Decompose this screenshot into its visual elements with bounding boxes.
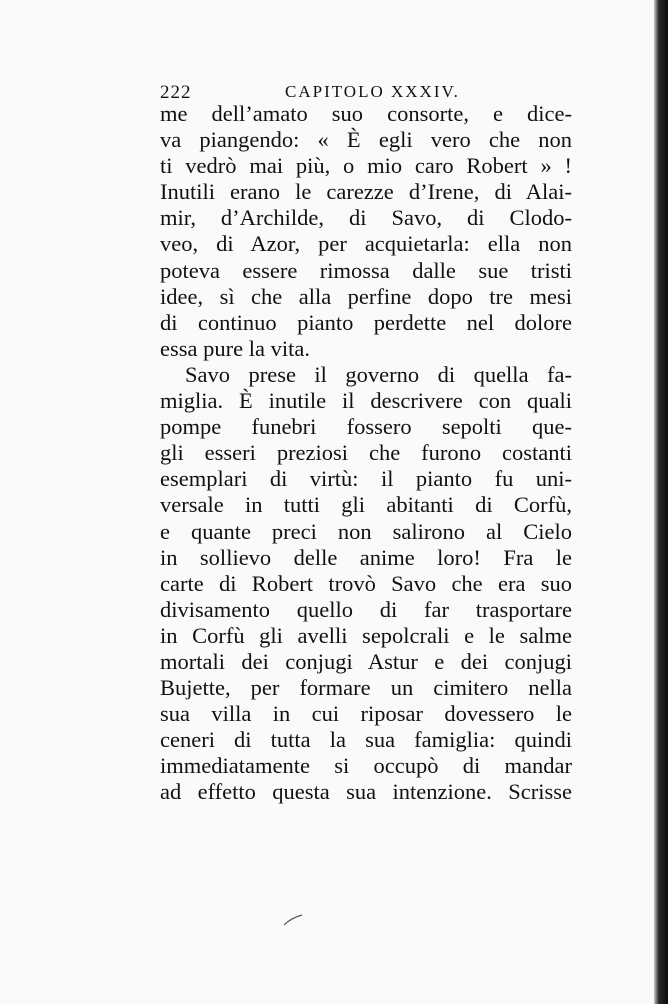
text-line: Inutili erano le carezze d’Irene, di Alai- bbox=[160, 179, 572, 205]
text-line: in Corfù gli avelli sepolcrali e le salme bbox=[160, 622, 572, 648]
text-line: di continuo pianto perdette nel dolore bbox=[160, 309, 572, 335]
text-line: gli esseri preziosi che furono costanti bbox=[160, 440, 572, 466]
text-line: immediatamente si occupò di mandar bbox=[160, 753, 572, 779]
text-line: carte di Robert trovò Savo che era suo bbox=[160, 570, 572, 596]
ink-mark bbox=[283, 913, 303, 927]
text-line: va piangendo: « È egli vero che non bbox=[160, 127, 572, 153]
text-line: idee, sì che alla perfine dopo tre mesi bbox=[160, 283, 572, 309]
text-line: ti vedrò mai più, o mio caro Robert » ! bbox=[160, 153, 572, 179]
text-line: miglia. È inutile il descrivere con quali bbox=[160, 388, 572, 414]
text-line: esemplari di virtù: il pianto fu uni- bbox=[160, 466, 572, 492]
text-line: Bujette, per formare un cimitero nella bbox=[160, 675, 572, 701]
text-line: in sollievo delle anime loro! Fra le bbox=[160, 544, 572, 570]
text-line: pompe funebri fossero sepolti que- bbox=[160, 414, 572, 440]
text-line: divisamento quello di far trasportare bbox=[160, 596, 572, 622]
text-line: mir, d’Archilde, di Savo, di Clodo- bbox=[160, 205, 572, 231]
text-line: e quante preci non salirono al Cielo bbox=[160, 518, 572, 544]
page-number: 222 bbox=[160, 82, 192, 103]
text-line: me dell’amato suo consorte, e dice- bbox=[160, 101, 572, 126]
text-line: sua villa in cui riposar dovessero le bbox=[160, 701, 572, 727]
chapter-title: CAPITOLO XXXIV. bbox=[285, 82, 460, 101]
text-line: ceneri di tutta la sua famiglia: quindi bbox=[160, 727, 572, 753]
text-line: Savo prese il governo di quella fa- bbox=[185, 361, 572, 387]
body-text bbox=[160, 101, 572, 806]
text-line: versale in tutti gli abitanti di Corfù, bbox=[160, 492, 572, 518]
text-line: mortali dei conjugi Astur e dei conjugi bbox=[160, 648, 572, 674]
text-line: veo, di Azor, per acquietarla: ella non bbox=[160, 231, 572, 257]
text-line: ad effetto questa sua intenzione. Scrisse bbox=[160, 779, 572, 805]
text-line: poteva essere rimossa dalle sue tristi bbox=[160, 257, 572, 283]
page-edge-shadow bbox=[654, 0, 668, 1004]
text-line: essa pure la vita. bbox=[160, 335, 310, 361]
